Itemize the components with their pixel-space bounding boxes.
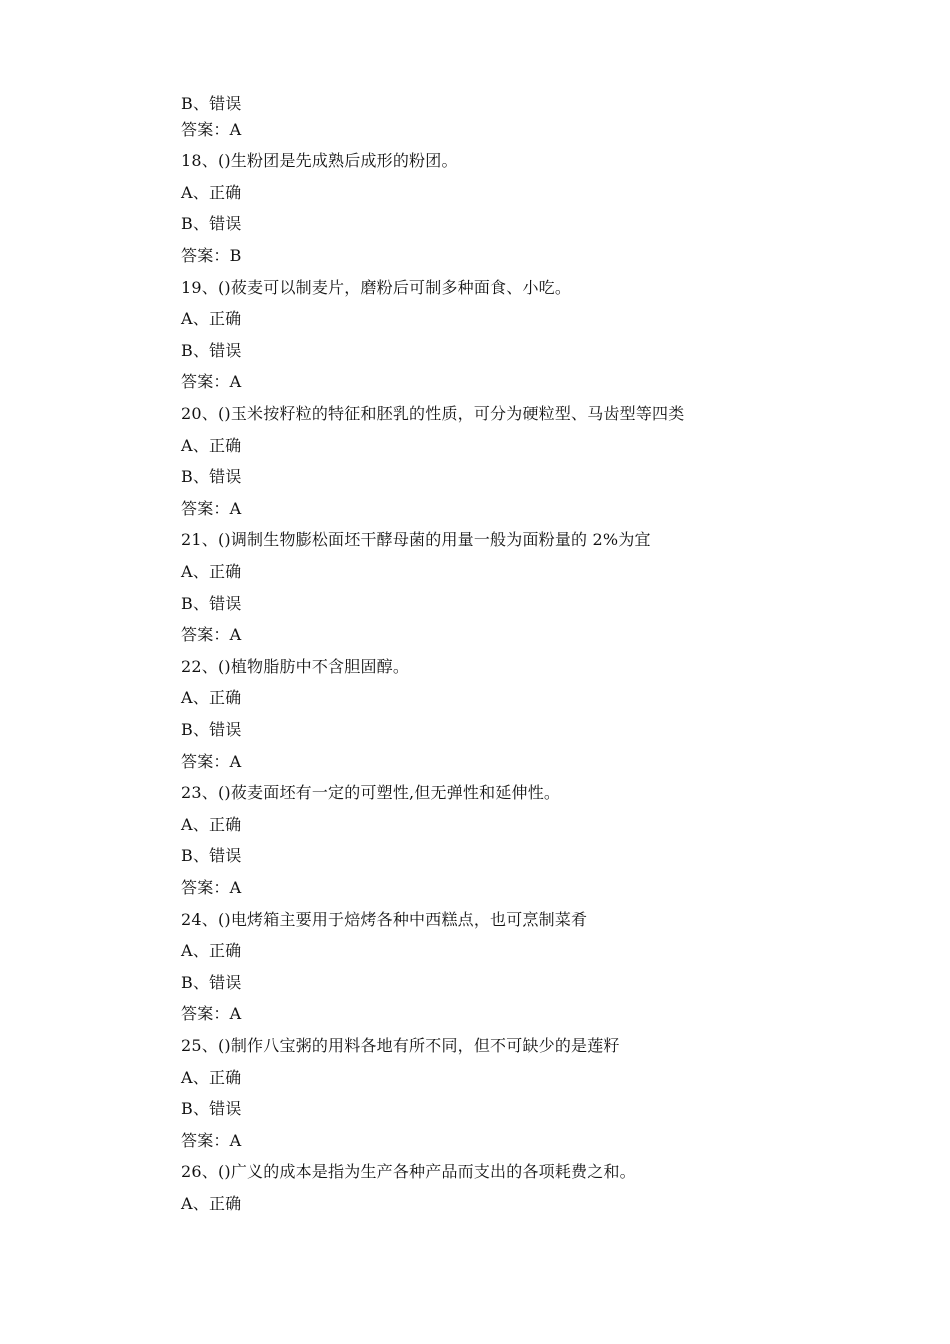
option-b-line: B、错误 [181,214,242,233]
answer-line: 答案：A [181,499,242,518]
option-b-line: B、错误 [181,720,242,739]
option-a-line: A、正确 [181,815,242,834]
answer-line: 答案：A [181,372,242,391]
option-a-line: A、正确 [181,309,242,328]
option-b-line: B、错误 [181,1099,242,1118]
option-b-line: B、错误 [181,973,242,992]
question-19: 19、()莜麦可以制麦片，磨粉后可制多种面食、小吃。 [181,278,572,297]
option-a-line: A、正确 [181,1194,242,1213]
question-18: 18、()生粉团是先成熟后成形的粉团。 [181,151,458,170]
answer-line: 答案：A [181,1131,242,1150]
option-a-line: A、正确 [181,183,242,202]
question-20: 20、()玉米按籽粒的特征和胚乳的性质，可分为硬粒型、马齿型等四类 [181,404,685,423]
option-b-line: B、错误 [181,94,242,113]
option-b-line: B、错误 [181,467,242,486]
question-26: 26、()广义的成本是指为生产各种产品而支出的各项耗费之和。 [181,1162,636,1181]
option-a-line: A、正确 [181,941,242,960]
question-25: 25、()制作八宝粥的用料各地有所不同，但不可缺少的是莲籽 [181,1036,620,1055]
option-a-line: A、正确 [181,1068,242,1087]
option-b-line: B、错误 [181,341,242,360]
answer-line: 答案：A [181,1004,242,1023]
option-a-line: A、正确 [181,688,242,707]
answer-line: 答案：B [181,246,242,265]
option-a-line: A、正确 [181,436,242,455]
answer-line: 答案：A [181,120,242,139]
option-a-line: A、正确 [181,562,242,581]
answer-line: 答案：A [181,878,242,897]
question-21: 21、()调制生物膨松面坯干酵母菌的用量一般为面粉量的 2%为宜 [181,530,651,549]
answer-line: 答案：A [181,752,242,771]
question-22: 22、()植物脂肪中不含胆固醇。 [181,657,410,676]
question-24: 24、()电烤箱主要用于焙烤各种中西糕点，也可烹制菜肴 [181,910,588,929]
option-b-line: B、错误 [181,846,242,865]
question-23: 23、()莜麦面坯有一定的可塑性,但无弹性和延伸性。 [181,783,561,802]
answer-line: 答案：A [181,625,242,644]
option-b-line: B、错误 [181,594,242,613]
